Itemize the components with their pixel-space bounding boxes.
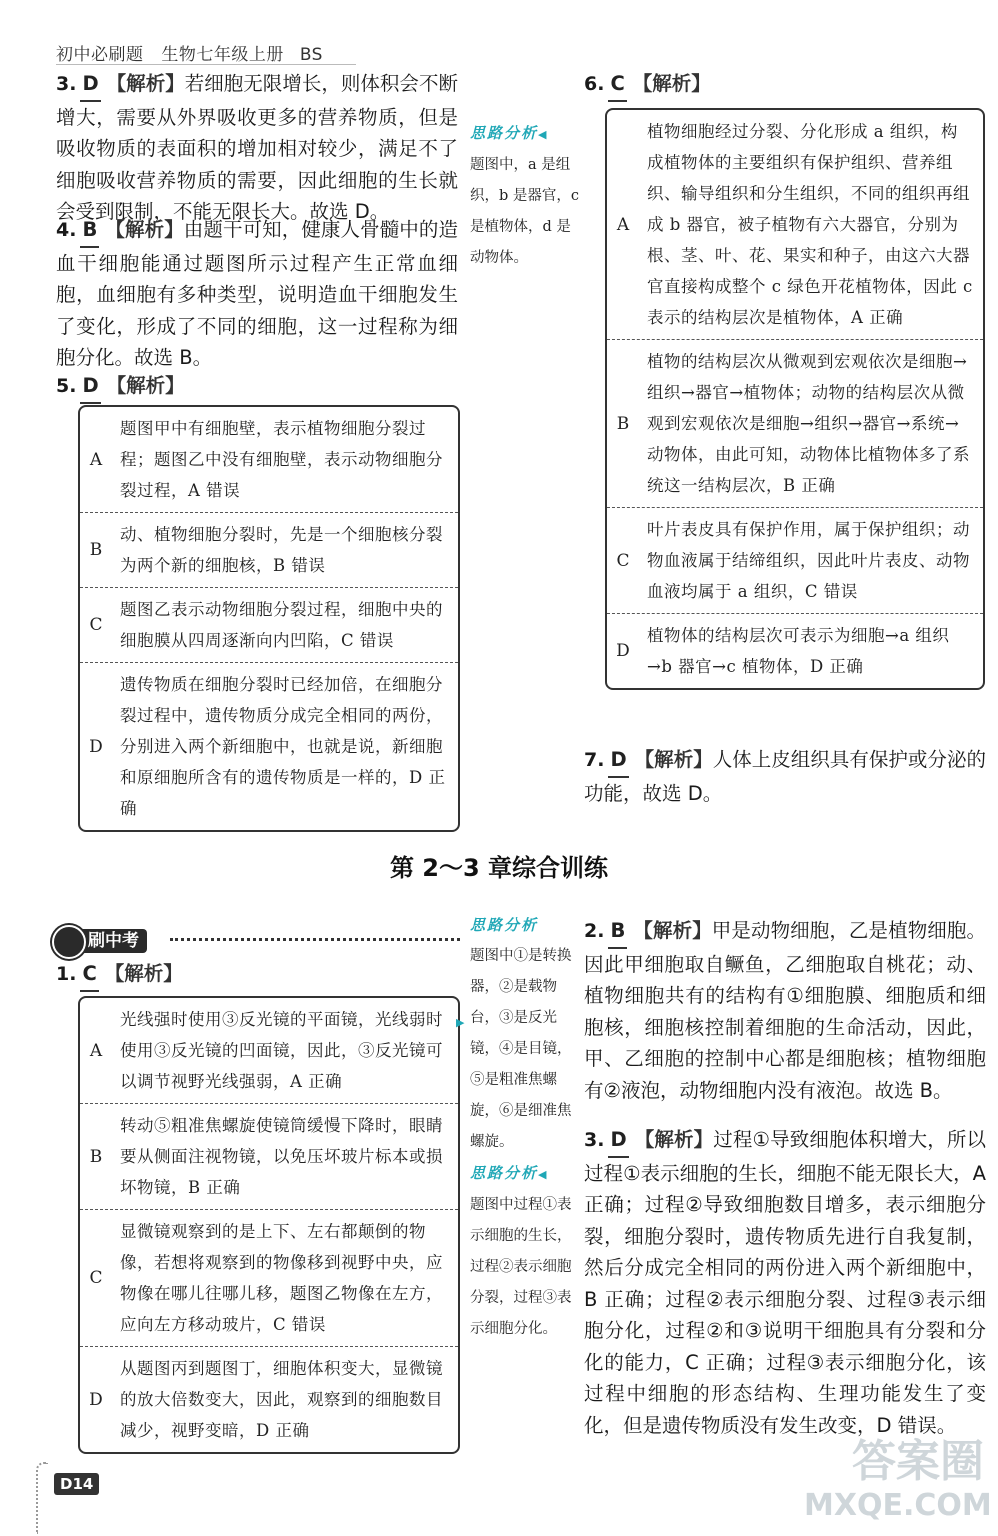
triangle-pointer-icon: ▶ <box>456 1016 465 1029</box>
option-row-c <box>80 588 458 663</box>
answer-letter: B <box>608 915 627 949</box>
page-header <box>56 40 323 65</box>
option-letter: A <box>89 1040 103 1061</box>
question-number: 1. <box>56 963 77 985</box>
answer-letter: D <box>608 744 628 778</box>
thinking-analysis-text: 题图中①是转换器，②是载物台，③是反光镜，④是目镜，⑤是粗准焦螺旋，⑥是细准焦螺旋。 <box>470 948 572 1150</box>
section-badge <box>66 926 147 951</box>
thinking-analysis-sidebar-q3 <box>470 1158 580 1345</box>
answer-letter: D <box>80 370 100 404</box>
option-text: 动、植物细胞分裂时，先是一个细胞核分裂为两个新的细胞核，B 错误 <box>120 525 443 575</box>
analysis-label: 【解析】 <box>106 374 185 397</box>
question-1-options-table <box>78 996 460 1454</box>
question-number: 3. <box>584 1129 605 1151</box>
option-text: 植物细胞经过分裂、分化形成 a 组织，构成植物体的主要组织有保护组织、营养组织、输导组织和分生组织，不同的组织再组成 b 器官，被子植物有六大器官，分别为根、茎、叶、花、果实和种子，由这六大器官直接构成整个 c 绿色开花植物体，因此 c 表示的结构层次是植物体，A 正确 <box>647 122 973 327</box>
corner-decoration <box>36 1462 48 1534</box>
option-text: 植物的结构层次从微观到宏观依次是细胞→组织→器官→植物体；动物的结构层次从微观到宏观依次是细胞→组织→器官→系统→动物体，由此可知，动物体比植物体多了系统这一结构层次，B 正确 <box>647 352 970 495</box>
option-text: 显微镜观察到的是上下、左右都颠倒的物像，若想将观察到的物像移到视野中央，应物像在哪儿往哪儿移，题图乙物像在左方，应向左方移动玻片，C 错误 <box>120 1222 443 1334</box>
option-row-d <box>80 1347 458 1452</box>
analysis-label: 【解析】 <box>106 72 185 95</box>
thinking-analysis-text: 题图中过程①表示细胞的生长，过程②表示细胞分裂，过程③表示细胞分化。 <box>470 1197 572 1337</box>
brush-icon <box>52 925 86 959</box>
option-letter: D <box>89 736 103 757</box>
watermark-url: MXQE.COM <box>804 1488 992 1523</box>
question-number: 2. <box>584 920 605 942</box>
thinking-analysis-sidebar-q6 <box>470 118 580 274</box>
option-text: 植物体的结构层次可表示为细胞→a 组织→b 器官→c 植物体，D 正确 <box>647 626 950 676</box>
answer-letter: C <box>80 958 98 992</box>
question-3-explanation <box>56 68 458 228</box>
question-5-options-table <box>78 405 460 832</box>
thinking-analysis-title: 思路分析 <box>470 1164 539 1182</box>
analysis-text: 甲是动物细胞，乙是植物细胞。因此甲细胞取自鳜鱼，乙细胞取自桃花；动、植物细胞共有的结构有①细胞膜、细胞质和细胞核，细胞核控制着细胞的生命活动，因此，甲、乙细胞的控制中心都是细胞核；植物细胞有②液泡，动物细胞内没有液泡。故选 B。 <box>584 919 986 1102</box>
thinking-analysis-title: 思路分析 <box>470 124 539 142</box>
option-letter: C <box>89 1268 103 1288</box>
option-row-d <box>80 663 458 830</box>
analysis-label: 【解析】 <box>104 962 183 985</box>
question-7-explanation <box>584 744 986 809</box>
option-letter: C <box>89 615 103 635</box>
question-number: 4. <box>56 219 77 241</box>
question-6-heading <box>584 68 984 102</box>
book-title: 初中必刷题 <box>56 45 144 65</box>
chapter-title: 第 2～3 章综合训练 <box>389 854 609 882</box>
option-letter: C <box>616 550 630 571</box>
subject-title: 生物七年级上册 <box>161 45 284 65</box>
answer-letter: C <box>608 68 626 102</box>
question-2-explanation <box>584 915 986 1106</box>
edition-label: BS <box>299 45 323 65</box>
question-number: 5. <box>56 375 77 397</box>
option-letter: B <box>616 413 630 434</box>
analysis-label: 【解析】 <box>632 72 711 95</box>
analysis-label: 【解析】 <box>105 218 184 241</box>
analysis-label: 【解析】 <box>634 1128 714 1151</box>
question-1-heading <box>56 958 456 992</box>
question-6-options-table <box>605 108 985 690</box>
option-letter: D <box>616 641 630 661</box>
option-text: 从题图丙到题图丁，细胞体积变大，显微镜的放大倍数变大，因此，观察到的细胞数目减少，视野变暗，D 正确 <box>120 1359 443 1440</box>
analysis-label: 【解析】 <box>633 919 712 942</box>
option-text: 光线强时使用③反光镜的平面镜，光线弱时使用③反光镜的凹面镜，因此，③反光镜可以调节视野光线强弱，A 正确 <box>120 1010 443 1091</box>
answer-letter: D <box>608 1124 628 1158</box>
option-row-d <box>607 614 983 688</box>
option-text: 遗传物质在细胞分裂时已经加倍，在细胞分裂过程中，遗传物质分成完全相同的两份，分别进入两个新细胞中，也就是说，新细胞和原细胞所含有的遗传物质是一样的，D 正确 <box>120 675 446 818</box>
option-row-b <box>80 1104 458 1210</box>
option-letter: D <box>89 1389 103 1410</box>
option-row-c <box>607 508 983 614</box>
option-row-a <box>80 407 458 513</box>
question-number: 6. <box>584 73 605 95</box>
question-4-explanation <box>56 214 458 374</box>
thinking-analysis-title: 思路分析 <box>470 916 539 934</box>
question-5-heading <box>56 370 458 404</box>
thinking-analysis-sidebar-q1 <box>470 910 578 1158</box>
question-3-explanation-b <box>584 1124 986 1441</box>
option-letter: B <box>89 1146 103 1167</box>
section-badge-label: 刷中考 <box>88 931 139 951</box>
option-text: 转动⑤粗准焦螺旋使镜筒缓慢下降时，眼睛要从侧面注视物镜，以免压坏玻片标本或损坏物镜，B 正确 <box>120 1116 443 1197</box>
option-row-a <box>607 110 983 340</box>
option-letter: A <box>616 214 630 235</box>
option-letter: B <box>89 540 103 560</box>
option-row-c <box>80 1210 458 1347</box>
watermark-text: 答案圈 <box>852 1436 984 1487</box>
analysis-text: 人体上皮组织具有保护或分泌的功能，故选 D。 <box>584 748 986 805</box>
thinking-analysis-text: 题图中，a 是组织，b 是器官，c 是植物体，d 是动物体。 <box>470 157 580 266</box>
triangle-pointer-icon: ◀ <box>538 1168 547 1181</box>
page-number: D14 <box>54 1473 99 1495</box>
answer-letter: B <box>80 214 99 248</box>
analysis-text: 由题干可知，健康人骨髓中的造血干细胞能通过题图所示过程产生正常血细胞，血细胞有多种类型，说明造血干细胞发生了变化，形成了不同的细胞，这一过程称为细胞分化。故选 B。 <box>56 218 458 369</box>
triangle-pointer-icon: ◀ <box>538 128 547 141</box>
option-text: 叶片表皮具有保护作用，属于保护组织；动物血液属于结缔组织，因此叶片表皮、动物血液均属于 a 组织，C 错误 <box>647 520 970 601</box>
dotted-rule <box>170 938 460 941</box>
analysis-text: 过程①导致细胞体积增大，所以过程①表示细胞的生长，细胞不能无限长大，A 正确；过程②导致细胞数目增多，表示细胞分裂，细胞分裂时，遗传物质先进行自我复制，然后分成完全相同的两份进入两个新细胞中，B 正确；过程②表示细胞分裂、过程③表示细胞分化，过程②和③说明干细胞具有分裂和分化的能力，C 正确；过程③表示细胞分化，该过程中细胞的形态结构、生理功能发生了变化，但是遗传物质没有发生改变，D 错误。 <box>584 1128 986 1437</box>
option-row-a <box>80 998 458 1104</box>
answer-letter: D <box>80 68 100 102</box>
option-row-b <box>607 340 983 508</box>
option-text: 题图甲中有细胞壁，表示植物细胞分裂过程；题图乙中没有细胞壁，表示动物细胞分裂过程，A 错误 <box>120 419 443 500</box>
question-number: 3. <box>56 73 77 95</box>
analysis-text: 若细胞无限增长，则体积会不断增大，需要从外界吸收更多的营养物质，但是吸收物质的表面积的增加相对较少，满足不了细胞吸收营养物质的需要，因此细胞的生长就会受到限制，不能无限长大。故选 D。 <box>56 72 458 223</box>
header-rule <box>56 64 356 65</box>
watermark-logo <box>804 1436 992 1530</box>
analysis-label: 【解析】 <box>634 748 713 771</box>
option-letter: A <box>89 449 103 470</box>
option-row-b <box>80 513 458 588</box>
option-text: 题图乙表示动物细胞分裂过程，细胞中央的细胞膜从四周逐渐向内凹陷，C 错误 <box>120 600 443 650</box>
question-number: 7. <box>584 749 605 771</box>
